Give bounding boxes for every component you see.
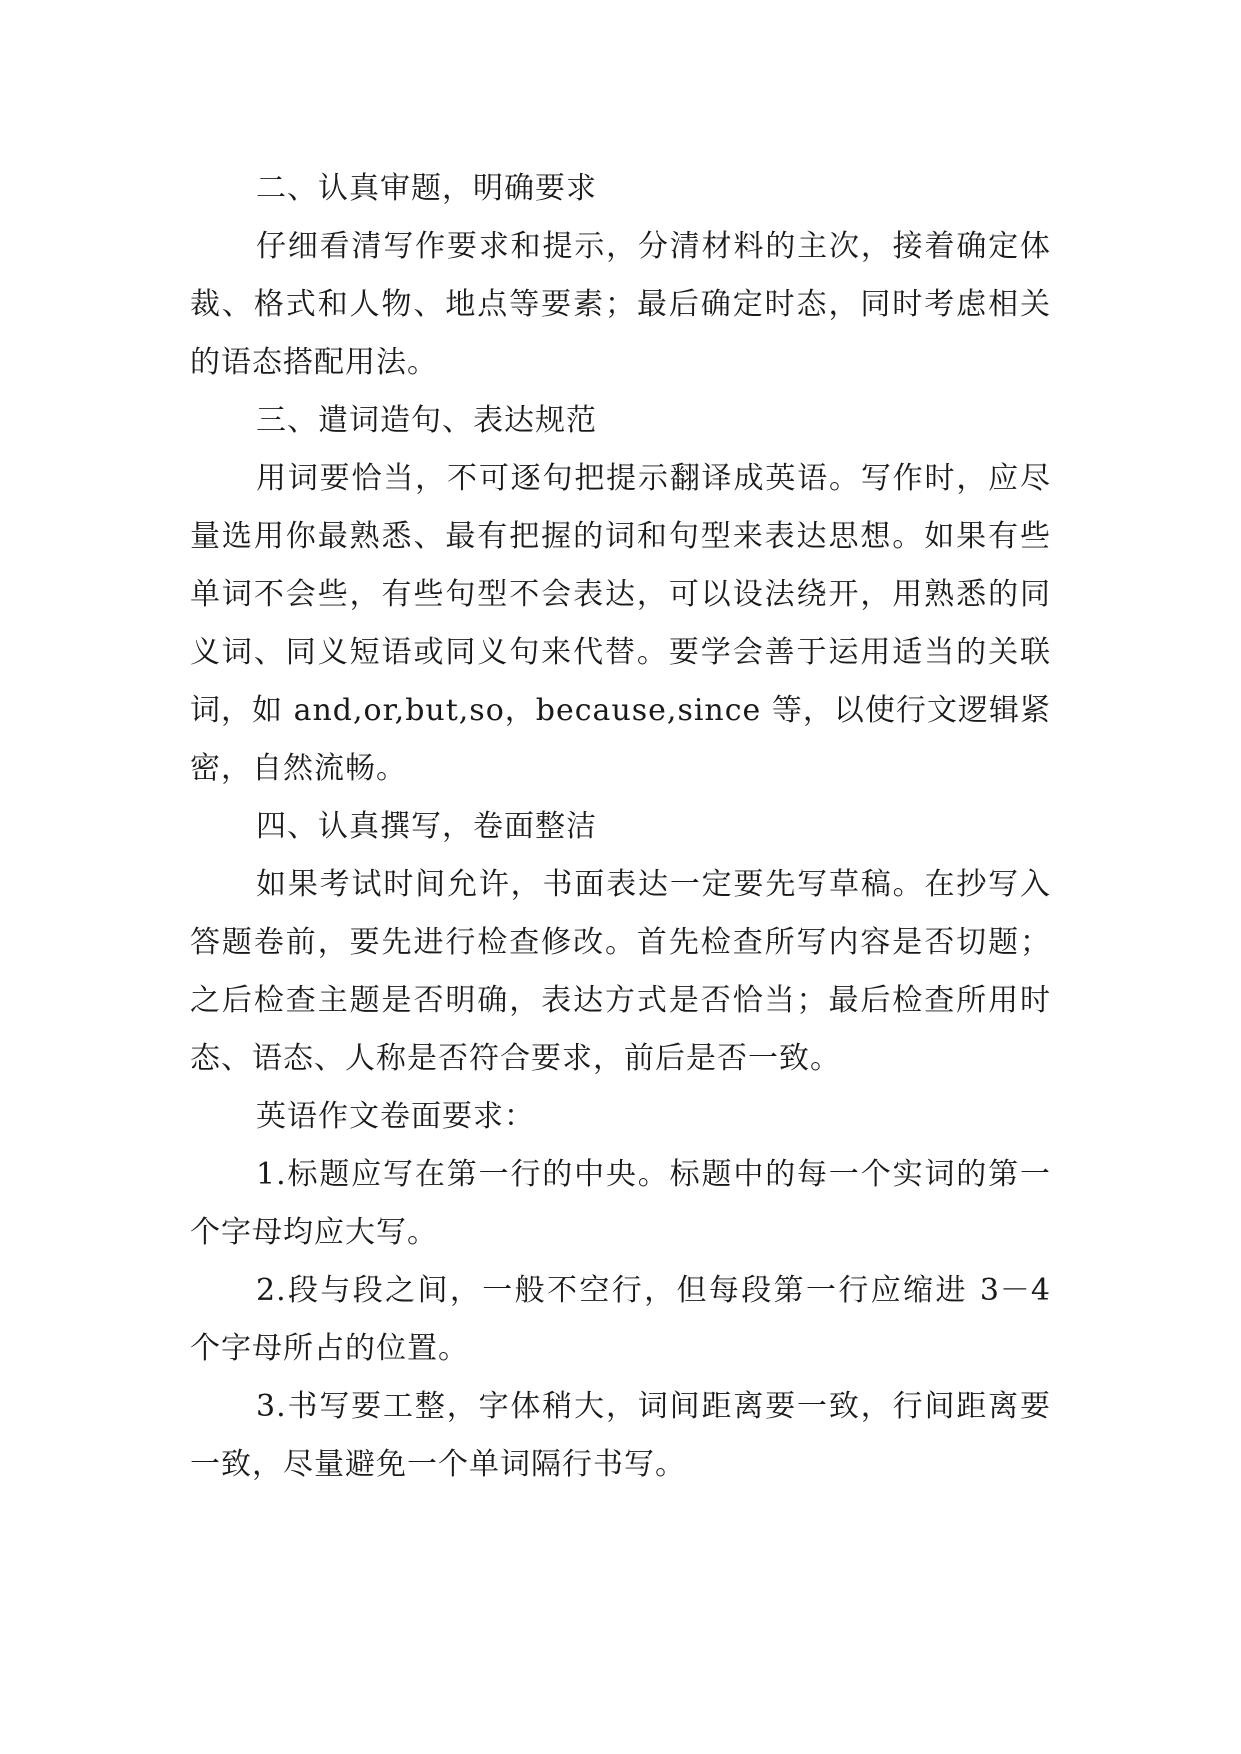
- section-heading-4: 四、认真撰写，卷面整洁: [256, 809, 597, 844]
- body-paragraph: 用词要恰当，不可逐句把提示翻译成英语。写作时，应尽量选用你最熟悉、最有把握的词和句型来表达思想。如果有些单词不会些，有些句型不会表达，可以设法绕开，用熟悉的同义词、同义短语或同义句来代替。要学会善于运用适当的关联词，如 and,or,but,so，because,since 等，以使行文逻辑紧密，自然流畅。: [190, 461, 1051, 786]
- section-heading-3: 三、遣词造句、表达规范: [256, 403, 597, 438]
- body-paragraph: 仔细看清写作要求和提示，分清材料的主次，接着确定体裁、格式和人物、地点等要素；最后确定时态，同时考虑相关的语态搭配用法。: [190, 229, 1051, 380]
- section-heading-2: 二、认真审题，明确要求: [256, 171, 597, 206]
- section-heading-requirements: 英语作文卷面要求：: [256, 1099, 535, 1134]
- requirement-item-2: 2.段与段之间，一般不空行，但每段第一行应缩进 3－4 个字母所占的位置。: [190, 1273, 1051, 1366]
- requirement-item-3: 3.书写要工整，字体稍大，词间距离要一致，行间距离要一致，尽量避免一个单词隔行书写。: [190, 1389, 1051, 1482]
- document-page: [190, 160, 1051, 1494]
- requirement-item-1: 1.标题应写在第一行的中央。标题中的每一个实词的第一个字母均应大写。: [190, 1157, 1051, 1250]
- body-paragraph: 如果考试时间允许，书面表达一定要先写草稿。在抄写入答题卷前，要先进行检查修改。首先检查所写内容是否切题；之后检查主题是否明确，表达方式是否恰当；最后检查所用时态、语态、人称是否符合要求，前后是否一致。: [190, 867, 1051, 1076]
